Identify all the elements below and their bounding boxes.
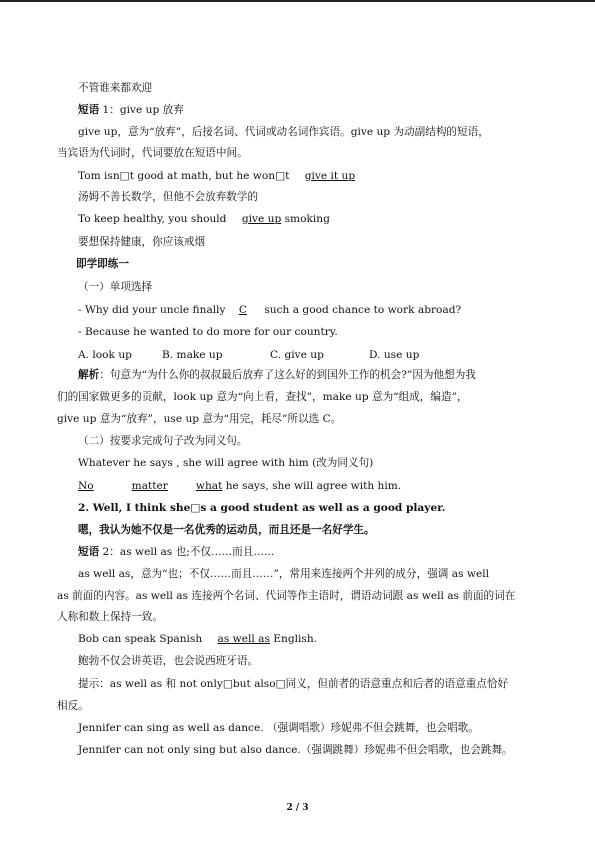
phrase-label: 短语	[78, 104, 100, 116]
question-line: Whatever he says , she will agree with him (改为同义句)	[78, 457, 374, 469]
tip-line: 提示：as well as 和 not only□but also□同义，但前者的语意重点和后者的语意重点恰好	[78, 678, 509, 690]
sentence-heading: 2. Well, I think she□s a good student as well as a good player.	[78, 502, 446, 514]
phrase-text: 1：give up 放弃	[99, 104, 184, 116]
answer-blank: what	[195, 480, 223, 492]
option-b: B. make up	[162, 349, 223, 361]
text-line: 当宾语为代词时，代词要放在短语中间。	[57, 147, 248, 159]
text-line: give up，意为“放弃”，后接名词、代词或动名词作宾语。give up 为动副结构的短语，	[78, 126, 489, 138]
phrase-heading	[78, 103, 184, 117]
example-line: Jennifer can not only sing but also dance.（强调跳舞）珍妮弗不但会唱歌，也会跳舞。	[78, 744, 513, 756]
example-text: English.	[269, 633, 318, 645]
question-text: such a good chance to work abroad?	[261, 304, 462, 316]
example-text: To keep healthy, you should	[78, 213, 230, 225]
text-line: 不管谁来都欢迎	[78, 82, 153, 94]
option-a: A. look up	[78, 349, 132, 361]
example-text: Tom isn□t good at math, but he won□t	[78, 170, 293, 182]
answer-blank: give it up	[304, 170, 356, 182]
page-number: 2 / 3	[286, 803, 309, 813]
analysis-line: give up 意为“放弃”，use up 意为“用完，耗尽”所以选 C。	[57, 413, 342, 425]
question-text: - Why did your uncle finally	[78, 304, 229, 316]
answer-blank: as well as	[217, 633, 270, 645]
question-line: - Because he wanted to do more for our country.	[78, 326, 338, 338]
example-line	[78, 169, 367, 183]
translation-line: 汤姆不善长数学，但他不会放弃数学的	[78, 191, 259, 203]
tip-line: 相反。	[57, 700, 89, 712]
answer-blank: No	[78, 480, 94, 492]
answer-text: he says, she will agree with him.	[222, 480, 402, 492]
answer-blank: give up	[241, 213, 282, 225]
option-d: D. use up	[369, 349, 420, 361]
phrase-text: 2：as well as 也;不仅……而且……	[99, 546, 275, 558]
phrase-label: 短语	[78, 546, 100, 558]
answer-blank: matter	[131, 480, 168, 492]
translation-line: 鲍勃不仅会讲英语，也会说西班牙语。	[78, 655, 259, 667]
analysis-line: 们的国家做更多的贡献，look up 意为“向上看，查找”，make up 意为“组成，编造”，	[57, 391, 468, 403]
analysis-label: 解析	[78, 369, 100, 381]
answer-line	[78, 479, 401, 493]
analysis-text: ：句意为“为什么你的叔叔最后放弃了这么好的到国外工作的机会?”因为他想为我	[99, 369, 476, 381]
translation-line: 要想保持健康，你应该戒烟	[78, 236, 206, 248]
section-title: 即学即练一	[76, 258, 129, 270]
sentence-translation: 嗯，我认为她不仅是一名优秀的运动员，而且还是一名好学生。	[78, 524, 375, 536]
analysis-line	[78, 368, 476, 382]
option-c: C. give up	[270, 349, 324, 361]
example-line	[78, 212, 330, 226]
phrase-heading	[78, 545, 275, 559]
question-line	[78, 303, 461, 317]
subsection-title: （二）按要求完成句子改为同义句。	[78, 435, 248, 447]
example-line	[78, 632, 317, 646]
example-line: Jennifer can sing as well as dance. （强调唱歌）珍妮弗不但会跳舞，也会唱歌。	[78, 722, 479, 734]
subsection-title: （一）单项选择	[78, 281, 153, 293]
text-line: 人称和数上保持一致。	[57, 611, 163, 623]
example-text: Bob can speak Spanish	[78, 633, 206, 645]
text-line: as 前面的内容。as well as 连接两个名词、代词等作主语时，谓语动词跟 as well as 前面的词在	[57, 590, 516, 602]
text-line: as well as，意为“也；不仅……而且……”，常用来连接两个并列的成分，强调 as well	[78, 568, 490, 580]
answer-blank: C	[238, 304, 247, 316]
example-text: smoking	[281, 213, 330, 225]
